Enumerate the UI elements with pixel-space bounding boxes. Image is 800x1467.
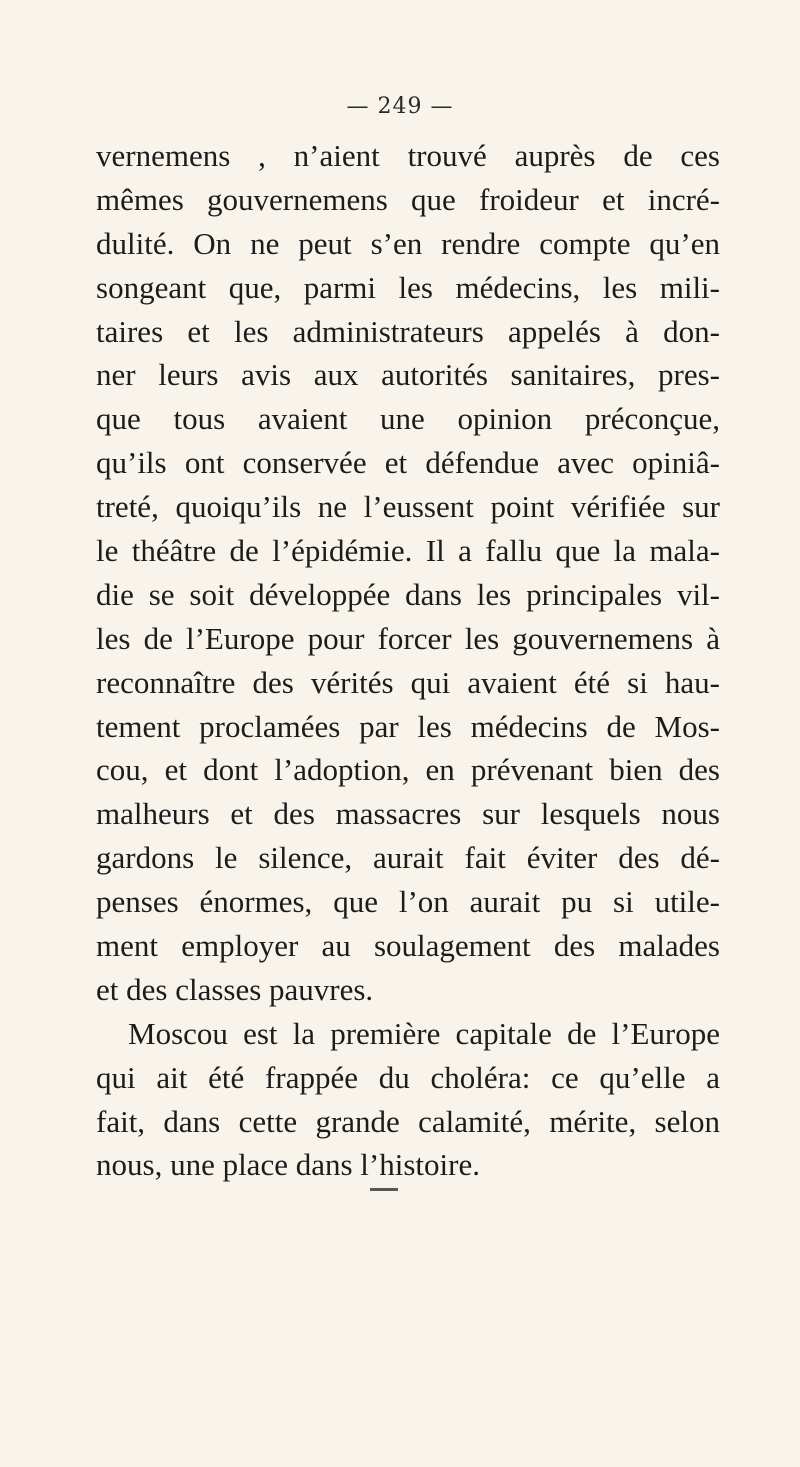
text-line: qu’ils ont conservée et défendue avec opiniâ- <box>96 445 720 481</box>
text-line: fait, dans cette grande calamité, mérite, selon <box>96 1103 720 1139</box>
text-line: die se soit développée dans les principales vil- <box>96 576 720 612</box>
text-line: ment employer au soulagement des malades <box>96 928 720 964</box>
text-line: gardons le silence, aurait fait éviter des dé- <box>96 840 720 876</box>
text-line: nous, une place dans l’histoire. <box>96 1147 480 1183</box>
text-line: et des classes pauvres. <box>96 971 374 1007</box>
page-number: — 249 — <box>346 94 454 119</box>
paragraph-1 <box>96 134 720 1012</box>
text-line: taires et les administrateurs appelés à don- <box>96 313 720 349</box>
text-line: cou, et dont l’adoption, en prévenant bien des <box>96 752 720 788</box>
text-line: le théâtre de l’épidémie. Il a fallu que la mala- <box>96 533 720 569</box>
text-line: reconnaître des vérités qui avaient été si hau- <box>96 664 720 700</box>
end-of-text-rule <box>370 1188 398 1191</box>
paragraph-2 <box>96 1012 720 1188</box>
text-line: Moscou est la première capitale de l’Europe <box>128 1015 720 1051</box>
text-line: dulité. On ne peut s’en rendre compte qu’en <box>96 225 720 261</box>
text-line: songeant que, parmi les médecins, les mili- <box>96 269 720 305</box>
text-line: qui ait été frappée du choléra: ce qu’elle a <box>96 1059 720 1095</box>
text-line: les de l’Europe pour forcer les gouvernemens à <box>96 620 720 656</box>
text-line: ner leurs avis aux autorités sanitaires, pres- <box>96 357 720 393</box>
text-line: mêmes gouvernemens que froideur et incré- <box>96 181 720 217</box>
text-line: treté, quoiqu’ils ne l’eussent point vérifiée sur <box>96 489 720 525</box>
body-text <box>96 134 720 1187</box>
text-line: que tous avaient une opinion préconçue, <box>96 401 720 437</box>
text-line: tement proclamées par les médecins de Mos- <box>96 708 720 744</box>
text-line: penses énormes, que l’on aurait pu si utile- <box>96 884 720 920</box>
text-line: malheurs et des massacres sur lesquels nous <box>96 796 720 832</box>
text-line: vernemens , n’aient trouvé auprès de ces <box>96 138 720 173</box>
